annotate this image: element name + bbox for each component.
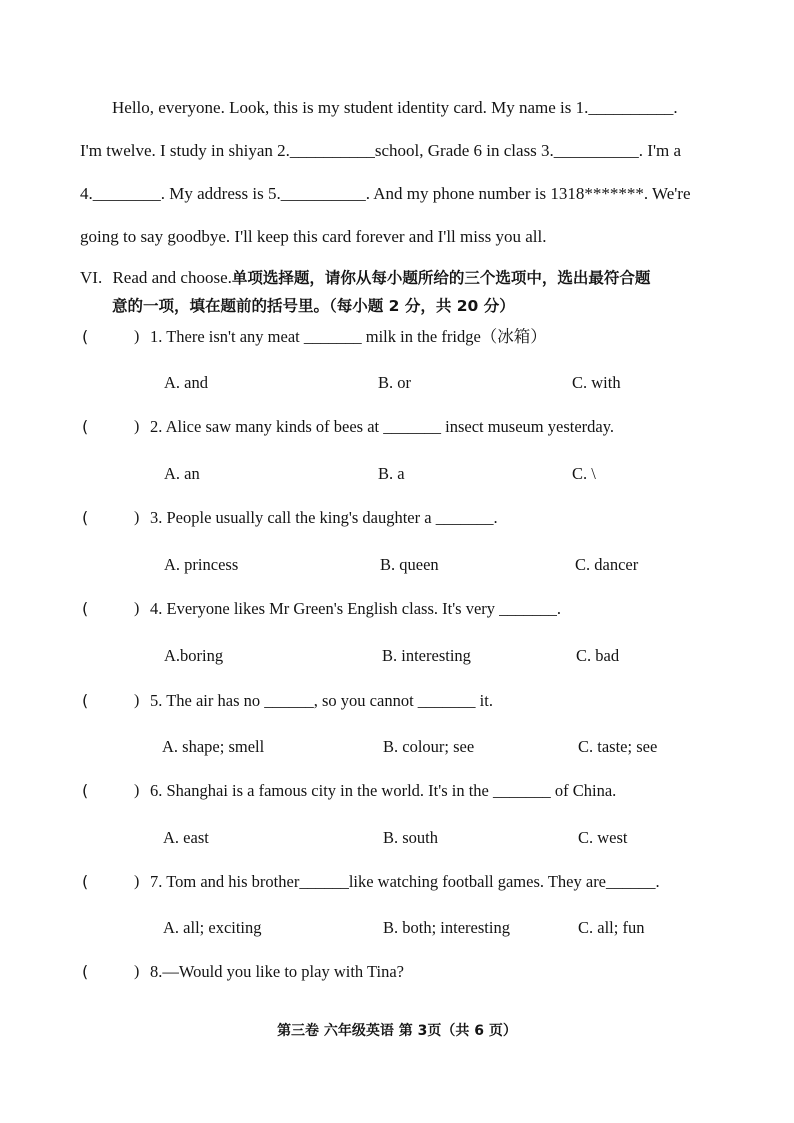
passage-line-3: 4.________. My address is 5.__________. And my phone number is 1318*******. We're	[80, 184, 691, 203]
option-a: A. princess	[164, 555, 239, 574]
passage-line-1: Hello, everyone. Look, this is my student identity card. My name is 1.__________.	[112, 98, 678, 117]
question-5-options	[0, 736, 794, 758]
option-c: C. taste; see	[578, 737, 658, 756]
option-b: B. colour; see	[383, 737, 475, 756]
answer-paren-open: (	[82, 508, 89, 527]
question-1-options	[0, 372, 794, 394]
question-3-options	[0, 554, 794, 576]
option-b: B. or	[378, 373, 411, 392]
option-a: A. shape; smell	[162, 737, 265, 756]
option-c: C. west	[578, 828, 628, 847]
section-title-en: Read and choose.	[112, 268, 232, 287]
question-text: 6. Shanghai is a famous city in the world. It's in the _______ of China.	[150, 781, 617, 800]
question-7	[78, 871, 738, 893]
section-number: VI.	[80, 268, 103, 287]
question-text: 7. Tom and his brother______like watching football games. They are______.	[150, 872, 660, 891]
page-footer: 第三卷 六年级英语 第 3页（共 6 页）	[277, 1023, 517, 1039]
answer-paren-close: )	[134, 963, 140, 980]
question-6	[78, 780, 738, 802]
question-5	[78, 690, 738, 712]
option-a: A. and	[164, 373, 208, 392]
answer-paren-close: )	[134, 600, 140, 617]
question-text: 2. Alice saw many kinds of bees at _______ insect museum yesterday.	[150, 417, 615, 436]
option-c: C. all; fun	[578, 918, 645, 937]
question-text: 3. People usually call the king's daughter a _______.	[150, 508, 498, 527]
answer-paren-open: (	[82, 781, 89, 800]
answer-paren-open: (	[82, 691, 89, 710]
question-4	[78, 598, 738, 620]
option-a: A. an	[164, 464, 200, 483]
answer-paren-open: (	[82, 599, 89, 618]
answer-paren-close: )	[134, 509, 140, 526]
question-text: 1. There isn't any meat _______ milk in the fridge（冰箱）	[150, 327, 547, 346]
question-4-options	[0, 645, 794, 667]
answer-paren-open: (	[82, 872, 89, 891]
question-6-options	[0, 827, 794, 849]
passage-line-2: I'm twelve. I study in shiyan 2.__________school, Grade 6 in class 3.__________. I'm a	[80, 141, 682, 160]
question-2-options	[0, 463, 794, 485]
question-text: 8.—Would you like to play with Tina?	[150, 962, 404, 981]
option-a: A. east	[163, 828, 209, 847]
question-3	[78, 507, 738, 529]
answer-paren-open: (	[82, 417, 89, 436]
option-b: B. interesting	[382, 646, 471, 665]
option-c: C. \	[572, 464, 596, 483]
option-b: B. south	[383, 828, 439, 847]
question-2	[78, 416, 738, 438]
answer-paren-open: (	[82, 962, 89, 981]
answer-paren-close: )	[134, 692, 140, 709]
question-text: 5. The air has no ______, so you cannot _______ it.	[150, 691, 493, 710]
option-a: A. all; exciting	[163, 918, 262, 937]
option-c: C. bad	[576, 646, 620, 665]
section-title-cn: 单项选择题，请你从每小题所给的三个选项中，选出最符合题	[231, 269, 651, 287]
option-c: C. with	[572, 373, 621, 392]
answer-paren-close: )	[134, 418, 140, 435]
question-text: 4. Everyone likes Mr Green's English class. It's very _______.	[150, 599, 562, 618]
question-7-options	[0, 917, 794, 939]
section-title	[80, 268, 650, 288]
option-b: B. a	[378, 464, 405, 483]
answer-paren-open: (	[82, 327, 89, 346]
option-a: A.boring	[164, 646, 224, 665]
section-instructions: 意的一项，填在题前的括号里。（每小题 2 分，共 20 分）	[112, 297, 515, 315]
question-8	[78, 961, 738, 983]
option-c: C. dancer	[575, 555, 639, 574]
question-1	[78, 326, 738, 348]
answer-paren-close: )	[134, 873, 140, 890]
option-b: B. queen	[380, 555, 439, 574]
option-b: B. both; interesting	[383, 918, 510, 937]
answer-paren-close: )	[134, 328, 140, 345]
answer-paren-close: )	[134, 782, 140, 799]
passage-line-4: going to say goodbye. I'll keep this card forever and I'll miss you all.	[80, 227, 547, 246]
